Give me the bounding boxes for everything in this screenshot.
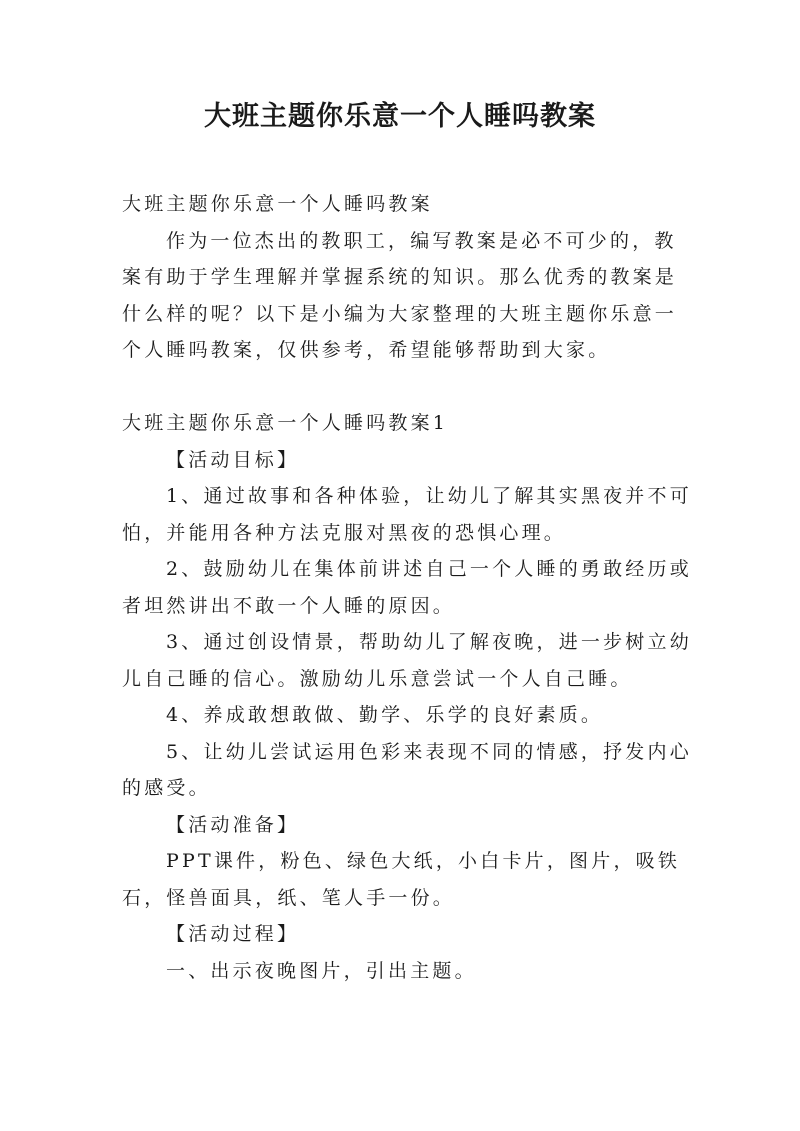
goal-item: 5、让幼儿尝试运用色彩来表现不同的情感，抒发内心的感受。 (122, 740, 692, 799)
paragraph-gap (122, 369, 696, 406)
goals-heading: 【活动目标】 (166, 448, 300, 471)
document-body (122, 186, 696, 989)
process-step: 一、出示夜晚图片，引出主题。 (166, 959, 477, 982)
goal-item: 4、养成敢想敢做、勤学、乐学的良好素质。 (166, 704, 604, 726)
prep-paragraph: PPT课件，粉色、绿色大纸，小白卡片，图片，吸铁石，怪兽面具，纸、笔人手一份。 (122, 850, 681, 909)
document-title: 大班主题你乐意一个人睡吗教案 (204, 101, 596, 132)
goal-item: 1、通过故事和各种体验，让幼儿了解其实黑夜并不可怕，并能用各种方法克服对黑夜的恐惧心理。 (122, 485, 692, 544)
prep-heading: 【活动准备】 (166, 813, 300, 836)
intro-paragraph: 作为一位杰出的教职工，编写教案是必不可少的，教案有助于学生理解并掌握系统的知识。那么优秀的教案是什么样的呢？以下是小编为大家整理的大班主题你乐意一个人睡吗教案，仅供参考，希望能够帮助到大家。 (122, 229, 678, 361)
process-heading: 【活动过程】 (166, 923, 300, 945)
goal-item: 3、通过创设情景，帮助幼儿了解夜晚，进一步树立幼儿自己睡的信心。激励幼儿乐意尝试一个人自己睡。 (122, 631, 692, 690)
goal-item: 2、鼓励幼儿在集体前讲述自己一个人睡的勇敢经历或者坦然讲出不敢一个人睡的原因。 (122, 558, 692, 617)
document-subtitle: 大班主题你乐意一个人睡吗教案 (122, 193, 433, 215)
section-title: 大班主题你乐意一个人睡吗教案1 (122, 412, 449, 434)
